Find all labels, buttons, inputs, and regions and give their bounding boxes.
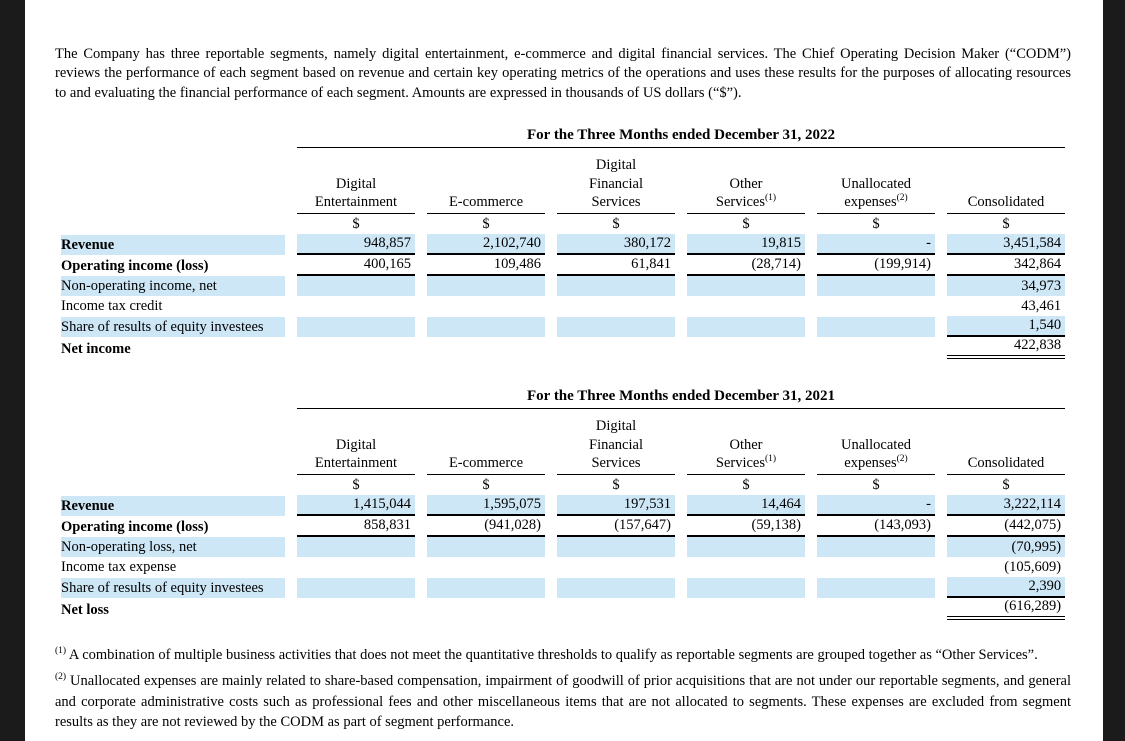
column-header: [427, 409, 545, 475]
value-cell: [941, 296, 1071, 316]
row-label-cell: [55, 255, 291, 276]
cell-value: [817, 537, 935, 557]
row-label-cell: [55, 537, 291, 557]
currency-symbol: $: [1002, 476, 1010, 493]
footnote-2: [55, 671, 1071, 733]
cell-value: [297, 537, 415, 557]
row-label: Share of results of equity investees: [61, 578, 285, 598]
cell-value: -: [817, 234, 935, 255]
cell-value: [557, 537, 675, 557]
column-header-cell: [551, 409, 681, 475]
value-cell: [941, 337, 1071, 359]
row-label: Net income: [61, 340, 131, 357]
value-cell: [681, 598, 811, 620]
table-title-row: [55, 124, 1071, 148]
cell-value: [297, 578, 415, 598]
currency-cell: [681, 475, 811, 495]
value-cell: [811, 255, 941, 276]
cell-value: [427, 317, 545, 337]
cell-value: [557, 276, 675, 296]
cell-value: [687, 578, 805, 598]
row-label: Income tax credit: [61, 297, 163, 314]
cell-value: 422,838: [947, 337, 1065, 359]
cell-value: [427, 276, 545, 296]
table-row: [55, 577, 1071, 598]
table-row: [55, 495, 1071, 516]
column-header: [817, 409, 935, 475]
value-cell: [681, 276, 811, 296]
table-row: [55, 255, 1071, 276]
cell-value: [687, 317, 805, 337]
value-cell: [551, 316, 681, 337]
value-cell: [421, 255, 551, 276]
value-cell: [941, 234, 1071, 255]
currency-symbol: $: [742, 215, 750, 232]
cell-value: [817, 339, 935, 359]
value-cell: [551, 296, 681, 316]
cell-value: [687, 600, 805, 620]
currency-cell: [421, 475, 551, 495]
cell-value: [297, 276, 415, 296]
value-cell: [681, 337, 811, 359]
cell-value: 197,531: [557, 495, 675, 516]
value-cell: [811, 557, 941, 577]
column-header-line: Entertainment: [314, 455, 398, 472]
value-cell: [291, 276, 421, 296]
row-label-cell: [55, 557, 291, 577]
cell-value: [687, 296, 805, 316]
cell-value: 2,102,740: [427, 234, 545, 255]
currency-cell: [551, 475, 681, 495]
cell-value: [817, 578, 935, 598]
value-cell: [551, 598, 681, 620]
column-header-sup: (1): [765, 454, 777, 465]
value-cell: [681, 234, 811, 255]
column-header-row: [55, 148, 1071, 214]
column-header-cell: [291, 148, 421, 214]
table-row: [55, 276, 1071, 296]
cell-value: (70,995): [947, 537, 1065, 557]
value-cell: [291, 296, 421, 316]
cell-value: 43,461: [1021, 297, 1062, 314]
document-page: [25, 0, 1103, 741]
row-label: Non-operating loss, net: [61, 537, 285, 557]
value-cell: [811, 316, 941, 337]
cell-value: [297, 296, 415, 316]
row-label-cell: [55, 276, 291, 296]
cell-value: [817, 317, 935, 337]
row-label: Operating income (loss): [61, 257, 209, 274]
column-header: [557, 409, 675, 475]
cell-value: 14,464: [687, 495, 805, 516]
table-title: For the Three Months ended December 31, 2022: [297, 125, 1065, 148]
value-cell: [681, 577, 811, 598]
title-cell: [291, 385, 1071, 409]
value-cell: [421, 495, 551, 516]
column-header: [297, 148, 415, 214]
column-header-line: Other: [729, 175, 763, 192]
cell-value: (616,289): [947, 598, 1065, 620]
value-cell: [941, 495, 1071, 516]
empty-cell: [55, 148, 291, 214]
row-label-cell: [55, 516, 291, 537]
table-title-row: [55, 385, 1071, 409]
value-cell: [811, 296, 941, 316]
cell-value: 1,540: [947, 316, 1065, 337]
cell-value: [687, 537, 805, 557]
value-cell: [811, 577, 941, 598]
column-header: [427, 148, 545, 214]
currency-symbol: $: [482, 215, 490, 232]
value-cell: [941, 577, 1071, 598]
value-cell: [551, 516, 681, 537]
cell-value: 858,831: [297, 516, 415, 537]
cell-value: 400,165: [297, 255, 415, 276]
table-row: [55, 296, 1071, 316]
cell-value: [427, 557, 545, 577]
column-header-line: E-commerce: [448, 455, 524, 472]
column-header-line: Financial: [589, 175, 643, 192]
row-label-cell: [55, 234, 291, 255]
value-cell: [941, 537, 1071, 557]
value-cell: [291, 316, 421, 337]
value-cell: [941, 316, 1071, 337]
currency-symbol: $: [742, 476, 750, 493]
column-header-line: Services$^{(1)}$: [715, 454, 777, 472]
currency-symbol: $: [612, 215, 620, 232]
cell-value: 342,864: [947, 255, 1065, 276]
cell-value: 3,222,114: [947, 495, 1065, 516]
column-header-line: expenses$^{(2)}$: [844, 193, 908, 211]
column-header-cell: [941, 409, 1071, 475]
value-cell: [811, 516, 941, 537]
column-header-cell: [811, 409, 941, 475]
empty-cell: [55, 214, 291, 234]
column-header-sup: (1): [765, 193, 777, 204]
currency-row: [55, 475, 1071, 495]
value-cell: [421, 316, 551, 337]
table-row: [55, 516, 1071, 537]
currency-symbol: $: [1002, 215, 1010, 232]
cell-value: [557, 578, 675, 598]
value-cell: [681, 316, 811, 337]
row-label: Income tax expense: [61, 558, 177, 575]
column-header-cell: [811, 148, 941, 214]
intro-paragraph: The Company has three reportable segments, namely digital entertainment, e-commerce and digital financial services. The Chief Operating Decision Maker (“CODM”) reviews the performance of each segment based on revenue and certain key operating metrics of the operations and uses these results for the purposes of allocating resources to and evaluating the financial performance of each segment. Amounts are expressed in thousands of US dollars (“$”).: [55, 46, 1071, 101]
cell-value: 1,595,075: [427, 495, 545, 516]
cell-value: [297, 339, 415, 359]
value-cell: [421, 577, 551, 598]
column-header-sup: (2): [896, 193, 908, 204]
cell-value: 34,973: [947, 276, 1065, 296]
value-cell: [941, 557, 1071, 577]
segment-table-2021: [55, 385, 1071, 620]
value-cell: [421, 516, 551, 537]
footnote-marker: (2): [55, 672, 67, 683]
column-header: [947, 409, 1065, 475]
cell-value: [687, 557, 805, 577]
column-header-cell: [681, 409, 811, 475]
column-header-line: E-commerce: [448, 194, 524, 211]
column-header-row: [55, 409, 1071, 475]
column-header-line: Digital: [595, 418, 637, 435]
value-cell: [551, 537, 681, 557]
column-header-cell: [681, 148, 811, 214]
column-header: [687, 409, 805, 475]
value-cell: [941, 276, 1071, 296]
value-cell: [291, 255, 421, 276]
table-row: [55, 557, 1071, 577]
cell-value: (59,138): [687, 516, 805, 537]
value-cell: [291, 516, 421, 537]
value-cell: [551, 337, 681, 359]
value-cell: [291, 495, 421, 516]
column-header-line: Unallocated: [840, 436, 912, 453]
row-label: Operating income (loss): [61, 518, 209, 535]
column-header-sup: (2): [896, 454, 908, 465]
column-header-line: Financial: [589, 436, 643, 453]
cell-value: [817, 557, 935, 577]
row-label-cell: [55, 316, 291, 337]
column-header: [557, 148, 675, 214]
column-header: [687, 148, 805, 214]
currency-symbol: $: [352, 476, 360, 493]
value-cell: [421, 598, 551, 620]
cell-value: 1,415,044: [297, 495, 415, 516]
cell-value: [427, 537, 545, 557]
value-cell: [811, 495, 941, 516]
column-header-line: Consolidated: [967, 194, 1045, 211]
cell-value: [297, 600, 415, 620]
value-cell: [291, 598, 421, 620]
value-cell: [681, 296, 811, 316]
value-cell: [551, 276, 681, 296]
footnote-text: Unallocated expenses are mainly related to share-based compensation, impairment of goodwill of prior acquisitions that are not under our reportable segments, and general and corporate administrative costs such as professional fees and other miscellaneous items that are not allocated to segments. These expenses are excluded from segment results as they are not reviewed by the CODM as part of segment performance.: [55, 673, 1072, 731]
cell-value: [817, 600, 935, 620]
cell-value: (157,647): [557, 516, 675, 537]
value-cell: [811, 276, 941, 296]
cell-value: [557, 557, 675, 577]
currency-cell: [941, 214, 1071, 234]
cell-value: 2,390: [947, 577, 1065, 598]
value-cell: [811, 598, 941, 620]
value-cell: [811, 337, 941, 359]
value-cell: [681, 537, 811, 557]
cell-value: [557, 296, 675, 316]
value-cell: [681, 516, 811, 537]
currency-symbol: $: [612, 476, 620, 493]
cell-value: [687, 339, 805, 359]
table-title: For the Three Months ended December 31, 2021: [297, 386, 1065, 409]
footnote-marker: (1): [55, 646, 67, 657]
table-row: [55, 598, 1071, 620]
value-cell: [291, 557, 421, 577]
table-row: [55, 337, 1071, 359]
value-cell: [551, 577, 681, 598]
currency-cell: [421, 214, 551, 234]
column-header-line: Digital: [595, 157, 637, 174]
footnote-text: A combination of multiple business activities that does not meet the quantitative thresholds to qualify as reportable segments are grouped together as “Other Services”.: [68, 646, 1038, 663]
footnote-1: [55, 645, 1071, 666]
cell-value: (941,028): [427, 516, 545, 537]
value-cell: [421, 337, 551, 359]
cell-value: [427, 578, 545, 598]
row-label: Revenue: [61, 235, 285, 255]
column-header-line: Services$^{(1)}$: [715, 193, 777, 211]
value-cell: [551, 495, 681, 516]
currency-row: [55, 214, 1071, 234]
column-header: [817, 148, 935, 214]
value-cell: [421, 557, 551, 577]
value-cell: [291, 234, 421, 255]
cell-value: [817, 296, 935, 316]
table-row: [55, 234, 1071, 255]
cell-value: (105,609): [1004, 558, 1062, 575]
value-cell: [941, 255, 1071, 276]
column-header: [297, 409, 415, 475]
column-header-line: Services: [591, 455, 641, 472]
cell-value: [687, 276, 805, 296]
column-header-line: Digital: [335, 175, 377, 192]
value-cell: [811, 537, 941, 557]
value-cell: [291, 337, 421, 359]
column-header-line: Other: [729, 436, 763, 453]
empty-cell: [55, 409, 291, 475]
row-label-cell: [55, 337, 291, 359]
value-cell: [291, 537, 421, 557]
value-cell: [941, 598, 1071, 620]
currency-cell: [681, 214, 811, 234]
cell-value: 61,841: [557, 255, 675, 276]
cell-value: [557, 600, 675, 620]
value-cell: [421, 537, 551, 557]
cell-value: -: [817, 495, 935, 516]
cell-value: 19,815: [687, 234, 805, 255]
currency-cell: [291, 475, 421, 495]
column-header-line: Digital: [335, 436, 377, 453]
cell-value: 3,451,584: [947, 234, 1065, 255]
value-cell: [421, 276, 551, 296]
cell-value: [817, 276, 935, 296]
value-cell: [421, 296, 551, 316]
footnotes: [55, 645, 1071, 733]
table-row: [55, 537, 1071, 557]
cell-value: [427, 339, 545, 359]
column-header-line: expenses$^{(2)}$: [844, 454, 908, 472]
page-content: [25, 45, 1103, 733]
value-cell: [681, 255, 811, 276]
currency-cell: [941, 475, 1071, 495]
row-label-cell: [55, 296, 291, 316]
cell-value: (143,093): [817, 516, 935, 537]
cell-value: (28,714): [687, 255, 805, 276]
value-cell: [681, 495, 811, 516]
cell-value: [297, 557, 415, 577]
cell-value: [297, 317, 415, 337]
column-header: [947, 148, 1065, 214]
value-cell: [421, 234, 551, 255]
row-label: Non-operating income, net: [61, 276, 285, 296]
row-label-cell: [55, 495, 291, 516]
cell-value: (199,914): [817, 255, 935, 276]
currency-cell: [811, 475, 941, 495]
table-row: [55, 316, 1071, 337]
value-cell: [291, 577, 421, 598]
cell-value: [427, 296, 545, 316]
value-cell: [551, 255, 681, 276]
column-header-line: Entertainment: [314, 194, 398, 211]
row-label: Share of results of equity investees: [61, 317, 285, 337]
segment-table-2022: [55, 124, 1071, 359]
cell-value: [557, 339, 675, 359]
value-cell: [811, 234, 941, 255]
column-header-line: Unallocated: [840, 175, 912, 192]
column-header-cell: [421, 409, 551, 475]
column-header-line: Services: [591, 194, 641, 211]
empty-cell: [55, 124, 291, 148]
financial-table: [55, 385, 1071, 620]
column-header-cell: [941, 148, 1071, 214]
currency-symbol: $: [482, 476, 490, 493]
cell-value: 948,857: [297, 234, 415, 255]
row-label-cell: [55, 577, 291, 598]
value-cell: [941, 516, 1071, 537]
column-header-cell: [291, 409, 421, 475]
currency-symbol: $: [352, 215, 360, 232]
currency-cell: [811, 214, 941, 234]
currency-symbol: $: [872, 476, 880, 493]
cell-value: 109,486: [427, 255, 545, 276]
row-label: Net loss: [61, 601, 109, 618]
cell-value: [427, 600, 545, 620]
value-cell: [681, 557, 811, 577]
empty-cell: [55, 385, 291, 409]
row-label-cell: [55, 598, 291, 620]
column-header-cell: [421, 148, 551, 214]
title-cell: [291, 124, 1071, 148]
column-header-cell: [551, 148, 681, 214]
currency-cell: [291, 214, 421, 234]
cell-value: [557, 317, 675, 337]
cell-value: 380,172: [557, 234, 675, 255]
value-cell: [551, 557, 681, 577]
row-label: Revenue: [61, 496, 285, 516]
currency-cell: [551, 214, 681, 234]
financial-table: [55, 124, 1071, 359]
empty-cell: [55, 475, 291, 495]
column-header-line: Consolidated: [967, 455, 1045, 472]
currency-symbol: $: [872, 215, 880, 232]
value-cell: [551, 234, 681, 255]
cell-value: (442,075): [947, 516, 1065, 537]
